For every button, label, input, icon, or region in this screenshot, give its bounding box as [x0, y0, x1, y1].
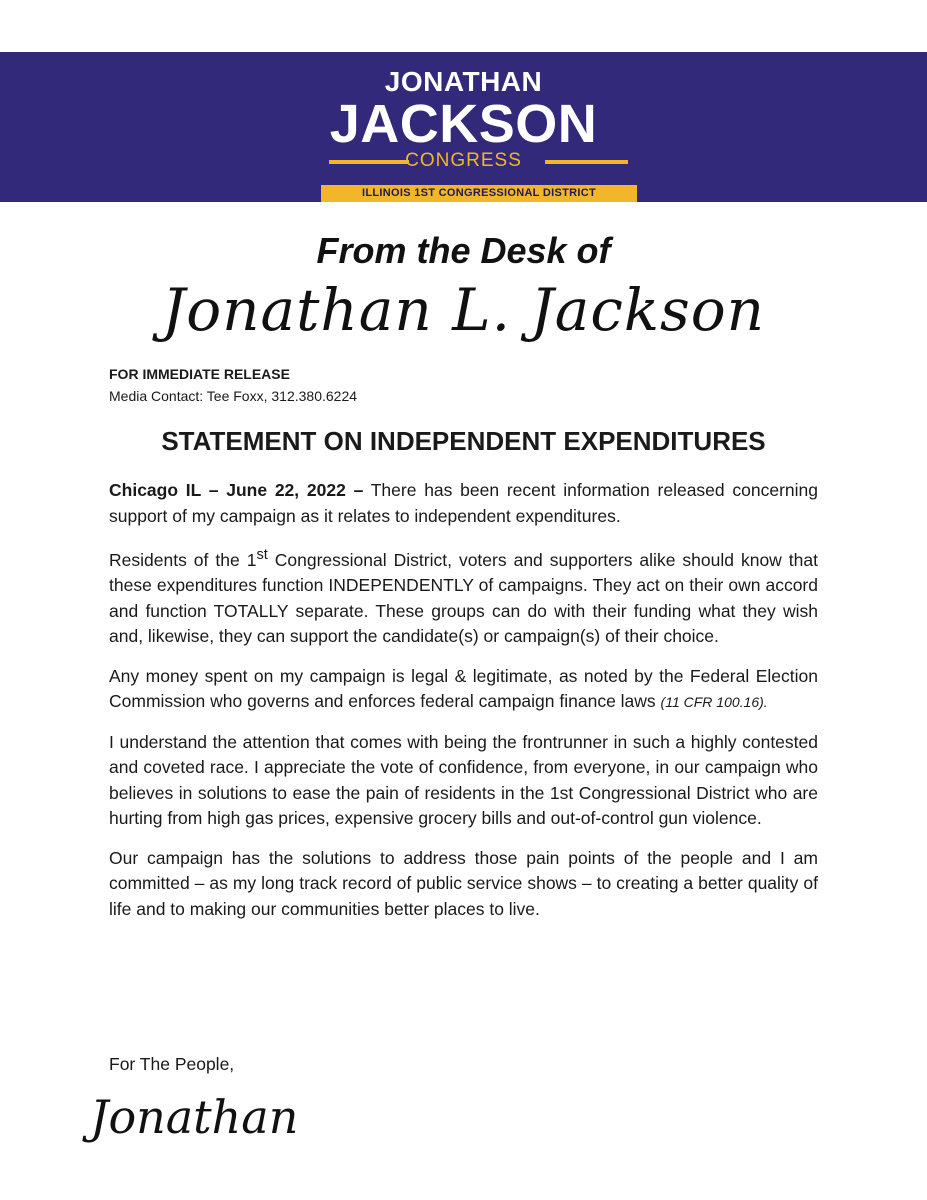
media-contact: Media Contact: Tee Foxx, 312.380.6224: [109, 388, 358, 404]
signature-script: Jonathan: [90, 1090, 299, 1144]
paragraph-3: [109, 664, 818, 716]
desk-heading: From the Desk of: [316, 230, 611, 271]
logo-last-name: JACKSON: [329, 94, 598, 154]
paragraph-2-start: Residents of the 1: [109, 549, 257, 570]
statement-body: [109, 478, 818, 936]
paragraph-2: [109, 543, 818, 650]
district-bar: ILLINOIS 1ST CONGRESSIONAL DISTRICT: [321, 185, 637, 202]
ordinal-suffix: st: [256, 547, 268, 563]
campaign-logo: [0, 52, 927, 202]
logo-rule-right: [545, 160, 628, 164]
release-label: FOR IMMEDIATE RELEASE: [109, 366, 290, 382]
valediction: For The People,: [109, 1054, 235, 1074]
paragraph-3-text: Any money spent on my campaign is legal & legitimate, as noted by the Federal Election Commission who governs and enforces federal campaign finance laws: [109, 665, 818, 712]
statement-title: STATEMENT ON INDEPENDENT EXPENDITURES: [161, 426, 766, 456]
logo-first-name: JONATHAN: [384, 66, 543, 97]
paragraph-1-text: There has been recent information released concerning support of my campaign as it relates to independent expenditures.: [109, 480, 819, 526]
signature-name-script: Jonathan L. Jackson: [161, 276, 766, 344]
paragraph-1: [109, 478, 818, 529]
logo-office: CONGRESS: [405, 150, 522, 171]
paragraph-5-text: Our campaign has the solutions to address those pain points of the people and I am committed – as my long track record of public service shows – to creating a better quality of life and to making our communities better places to live.: [109, 847, 818, 919]
paragraph-4-text: I understand the attention that comes with being the frontrunner in such a highly contested and coveted race. I appreciate the vote of confidence, from everyone, in our campaign who believes in solutions to ease the pain of residents in the 1st Congressional District who are hurting from high gas prices, expensive grocery bills and out-of-control gun violence.: [109, 731, 818, 829]
dateline: Chicago IL – June 22, 2022 –: [109, 480, 364, 500]
header-banner: [0, 52, 927, 202]
paragraph-4: [109, 730, 818, 832]
paragraph-2-rest: Congressional District, voters and supporters alike should know that these expenditures function INDEPENDENTLY of campaigns. They act on their own accord and function TOTALLY separate. These groups can do with their funding what they wish and, likewise, they can support the candidate(s) or campaign(s) of their choice.: [109, 549, 818, 647]
citation: (11 CFR 100.16).: [660, 694, 768, 711]
paragraph-5: [109, 846, 818, 923]
